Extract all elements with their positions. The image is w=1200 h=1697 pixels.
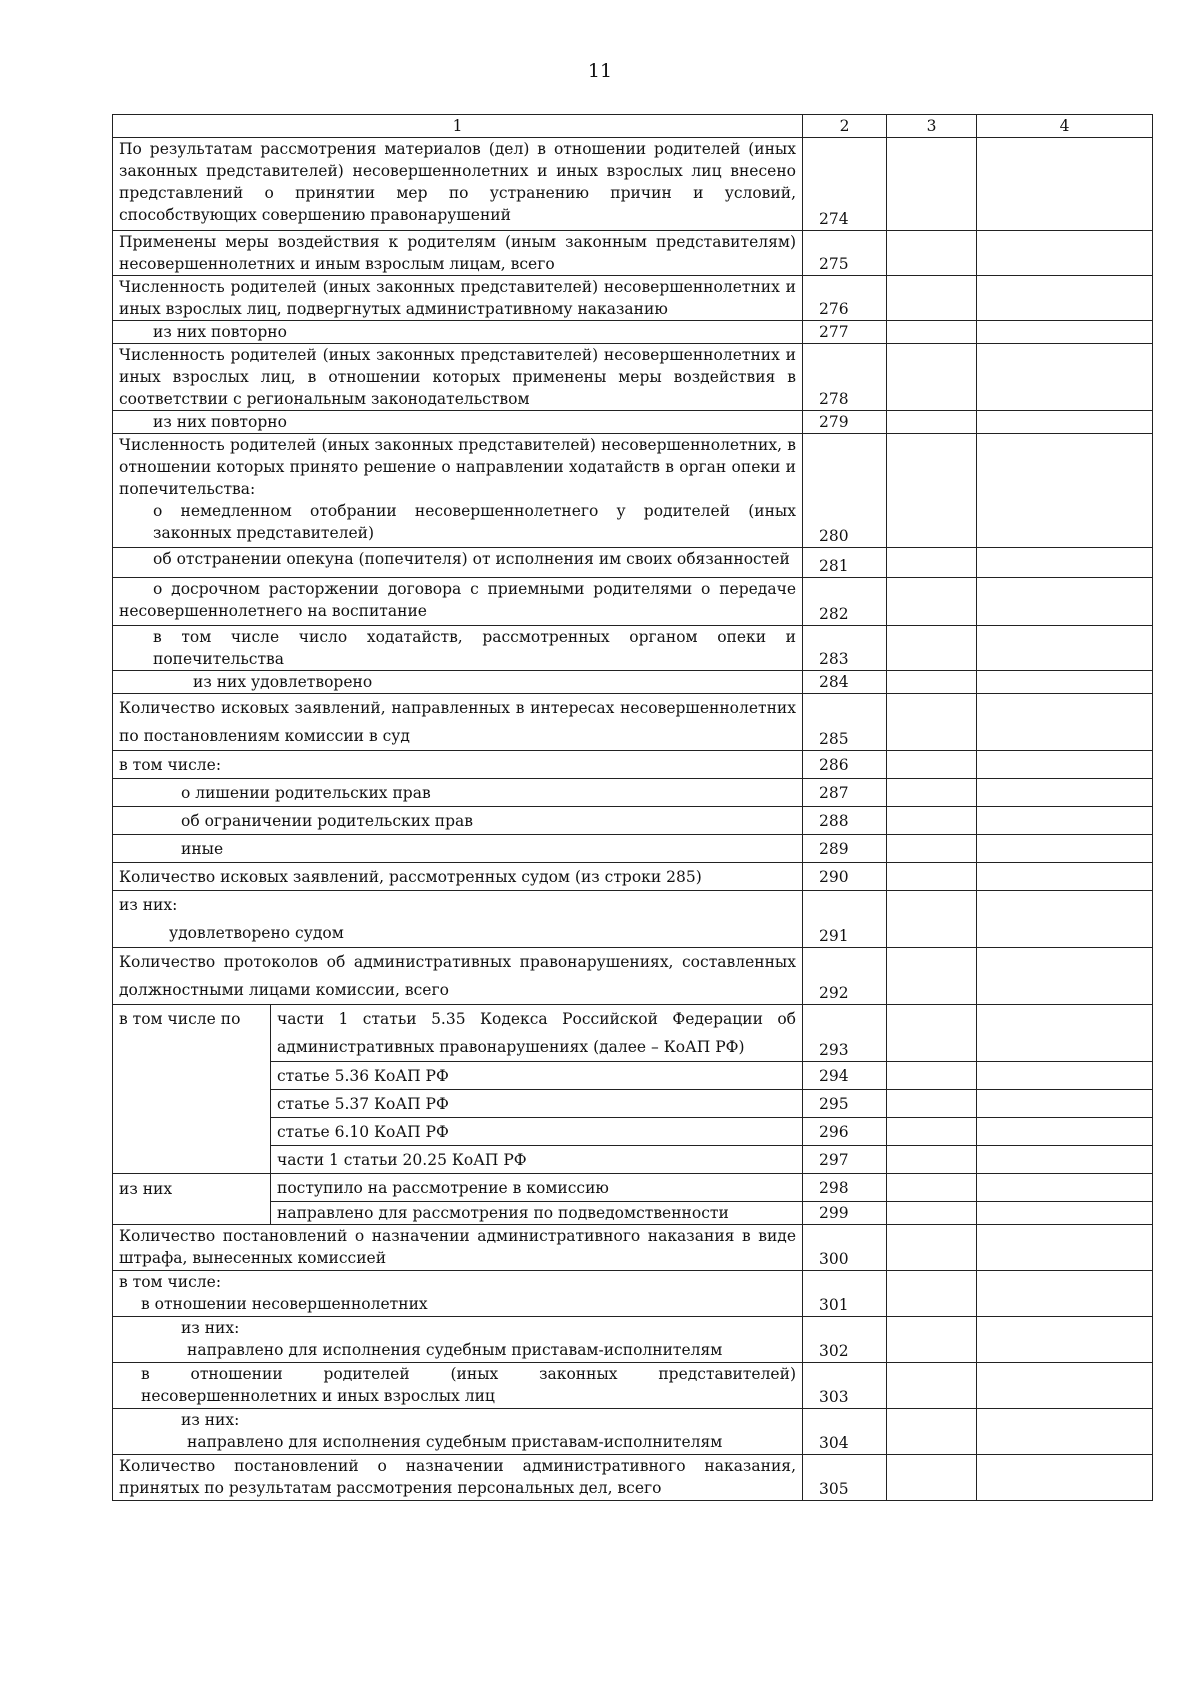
- group-label-including: в том числе по: [113, 1005, 271, 1174]
- row-code: 300: [803, 1225, 887, 1271]
- row-label: [113, 1271, 803, 1317]
- row-code: 275: [803, 231, 887, 276]
- value-cell[interactable]: [977, 548, 1153, 578]
- value-cell[interactable]: [887, 1005, 977, 1062]
- row-code: 293: [803, 1005, 887, 1062]
- table-row: [113, 1455, 1153, 1501]
- value-cell[interactable]: [887, 671, 977, 694]
- row-code: 277: [803, 321, 887, 344]
- value-cell[interactable]: [977, 779, 1153, 807]
- row-label-item: о немедленном отобрании несовершеннолетнего у родителей (иных законных представителей): [153, 502, 796, 542]
- row-code: 281: [803, 548, 887, 578]
- row-label-intro: Численность родителей (иных законных представителей) несовершеннолетних, в отношении которых принято решение о направлении ходатайств в орган опеки и попечительства:: [119, 436, 796, 498]
- row-code: 274: [803, 138, 887, 231]
- value-cell[interactable]: [977, 1225, 1153, 1271]
- value-cell[interactable]: [977, 948, 1153, 1005]
- value-cell[interactable]: [887, 411, 977, 434]
- row-label: части 1 статьи 20.25 КоАП РФ: [271, 1146, 803, 1174]
- value-cell[interactable]: [977, 1146, 1153, 1174]
- value-cell[interactable]: [977, 1090, 1153, 1118]
- row-label: статье 6.10 КоАП РФ: [271, 1118, 803, 1146]
- row-label: о досрочном расторжении договора с приемными родителями о передаче несовершеннолетнего на воспитание: [113, 578, 803, 626]
- row-code: 304: [803, 1409, 887, 1455]
- row-label: направлено для рассмотрения по подведомственности: [271, 1202, 803, 1225]
- row-label: Количество постановлений о назначении административного наказания в виде штрафа, вынесенных комиссией: [113, 1225, 803, 1271]
- row-label: Количество постановлений о назначении административного наказания, принятых по результатам рассмотрения персональных дел, всего: [113, 1455, 803, 1501]
- value-cell[interactable]: [887, 1271, 977, 1317]
- value-cell[interactable]: [887, 548, 977, 578]
- row-label: [113, 1409, 803, 1455]
- value-cell[interactable]: [887, 276, 977, 321]
- value-cell[interactable]: [977, 1118, 1153, 1146]
- value-cell[interactable]: [977, 751, 1153, 779]
- row-code: 290: [803, 863, 887, 891]
- header-col-3: 3: [887, 115, 977, 138]
- row-label: поступило на рассмотрение в комиссию: [271, 1174, 803, 1202]
- row-code: 295: [803, 1090, 887, 1118]
- table-row: [113, 321, 1153, 344]
- row-label: из них удовлетворено: [113, 671, 803, 694]
- table-row: [113, 1363, 1153, 1409]
- value-cell[interactable]: [887, 1363, 977, 1409]
- row-label: иные: [113, 835, 803, 863]
- table-row: [113, 835, 1153, 863]
- value-cell[interactable]: [977, 1271, 1153, 1317]
- value-cell[interactable]: [977, 694, 1153, 751]
- value-cell[interactable]: [977, 1409, 1153, 1455]
- value-cell[interactable]: [887, 1409, 977, 1455]
- value-cell[interactable]: [887, 321, 977, 344]
- value-cell[interactable]: [977, 411, 1153, 434]
- row-code: 297: [803, 1146, 887, 1174]
- row-label: части 1 статьи 5.35 Кодекса Российской Федерации об административных правонарушениях (далее – КоАП РФ): [271, 1005, 803, 1062]
- value-cell[interactable]: [887, 1202, 977, 1225]
- value-cell[interactable]: [887, 1118, 977, 1146]
- value-cell[interactable]: [977, 835, 1153, 863]
- table-row: [113, 1271, 1153, 1317]
- row-code: 280: [803, 434, 887, 548]
- table-row: [113, 1174, 1153, 1202]
- row-label-item: в отношении несовершеннолетних: [141, 1295, 428, 1313]
- value-cell[interactable]: [887, 863, 977, 891]
- row-code: 302: [803, 1317, 887, 1363]
- value-cell[interactable]: [887, 231, 977, 276]
- table-row: [113, 276, 1153, 321]
- value-cell[interactable]: [977, 1202, 1153, 1225]
- row-label: об отстранении опекуна (попечителя) от исполнения им своих обязанностей: [113, 548, 803, 578]
- value-cell[interactable]: [887, 1062, 977, 1090]
- table-row: [113, 578, 1153, 626]
- header-col-1: 1: [113, 115, 803, 138]
- table-row: [113, 751, 1153, 779]
- row-label: Количество протоколов об административных правонарушениях, составленных должностными лицами комиссии, всего: [113, 948, 803, 1005]
- row-label-item: направлено для исполнения судебным приставам-исполнителям: [187, 1433, 723, 1451]
- value-cell[interactable]: [887, 434, 977, 548]
- row-label: Количество исковых заявлений, направленных в интересах несовершеннолетних по постановлениям комиссии в суд: [113, 694, 803, 751]
- row-code: 301: [803, 1271, 887, 1317]
- row-code: 283: [803, 626, 887, 671]
- row-code: 284: [803, 671, 887, 694]
- row-code: 285: [803, 694, 887, 751]
- table-row: [113, 807, 1153, 835]
- row-code: 296: [803, 1118, 887, 1146]
- group-label-of-them: из них: [113, 1174, 271, 1225]
- row-label: По результатам рассмотрения материалов (дел) в отношении родителей (иных законных представителей) несовершеннолетних и иных взрослых лиц внесено представлений о принятии мер по устранению причин и условий, способствующих совершению правонарушений: [113, 138, 803, 231]
- header-col-4: 4: [977, 115, 1153, 138]
- table-row: [113, 1005, 1153, 1062]
- value-cell[interactable]: [887, 948, 977, 1005]
- row-label: Численность родителей (иных законных представителей) несовершеннолетних и иных взрослых лиц, в отношении которых применены меры воздействия в соответствии с региональным законодательством: [113, 344, 803, 411]
- value-cell[interactable]: [977, 276, 1153, 321]
- row-code: 288: [803, 807, 887, 835]
- value-cell[interactable]: [887, 1225, 977, 1271]
- value-cell[interactable]: [977, 578, 1153, 626]
- value-cell[interactable]: [977, 807, 1153, 835]
- table-row: [113, 1409, 1153, 1455]
- value-cell[interactable]: [887, 138, 977, 231]
- row-label: из них повторно: [113, 411, 803, 434]
- row-code: 286: [803, 751, 887, 779]
- value-cell[interactable]: [887, 1455, 977, 1501]
- value-cell[interactable]: [977, 1062, 1153, 1090]
- value-cell[interactable]: [887, 578, 977, 626]
- value-cell[interactable]: [887, 626, 977, 671]
- table-row: [113, 779, 1153, 807]
- table-row: [113, 1225, 1153, 1271]
- value-cell[interactable]: [977, 1455, 1153, 1501]
- row-code: 287: [803, 779, 887, 807]
- row-code: 294: [803, 1062, 887, 1090]
- row-label: статье 5.36 КоАП РФ: [271, 1062, 803, 1090]
- table-row: [113, 231, 1153, 276]
- table-row: [113, 344, 1153, 411]
- value-cell[interactable]: [887, 835, 977, 863]
- row-label: [113, 434, 803, 548]
- row-label: Применены меры воздействия к родителям (иным законным представителям) несовершеннолетних и иным взрослым лицам, всего: [113, 231, 803, 276]
- header-col-2: 2: [803, 115, 887, 138]
- row-label-item: направлено для исполнения судебным приставам-исполнителям: [187, 1341, 723, 1359]
- table-row: [113, 863, 1153, 891]
- page-number: 11: [587, 60, 613, 82]
- row-label-intro: из них:: [181, 1411, 240, 1429]
- row-label-item: удовлетворено судом: [169, 924, 344, 942]
- row-label: в том числе:: [113, 751, 803, 779]
- value-cell[interactable]: [977, 863, 1153, 891]
- row-label: из них повторно: [113, 321, 803, 344]
- row-label: в отношении родителей (иных законных представителей) несовершеннолетних и иных взрослых лиц: [113, 1363, 803, 1409]
- row-label: [113, 1317, 803, 1363]
- row-label-intro: из них:: [119, 896, 178, 914]
- table-row: [113, 626, 1153, 671]
- header-row: [113, 115, 1153, 138]
- row-label-intro: в том числе:: [119, 1273, 222, 1291]
- value-cell[interactable]: [977, 321, 1153, 344]
- value-cell[interactable]: [977, 1317, 1153, 1363]
- row-label: Численность родителей (иных законных представителей) несовершеннолетних и иных взрослых лиц, подвергнутых административному наказанию: [113, 276, 803, 321]
- value-cell[interactable]: [887, 1090, 977, 1118]
- row-code: 289: [803, 835, 887, 863]
- row-label: [113, 891, 803, 948]
- value-cell[interactable]: [977, 1363, 1153, 1409]
- value-cell[interactable]: [977, 1174, 1153, 1202]
- value-cell[interactable]: [977, 231, 1153, 276]
- value-cell[interactable]: [887, 694, 977, 751]
- row-label: в том числе число ходатайств, рассмотренных органом опеки и попечительства: [113, 626, 803, 671]
- value-cell[interactable]: [887, 1146, 977, 1174]
- table-row: [113, 138, 1153, 231]
- table-row: [113, 671, 1153, 694]
- row-label: статье 5.37 КоАП РФ: [271, 1090, 803, 1118]
- value-cell[interactable]: [887, 1317, 977, 1363]
- row-code: 278: [803, 344, 887, 411]
- table-row: [113, 434, 1153, 548]
- row-code: 276: [803, 276, 887, 321]
- row-code: 279: [803, 411, 887, 434]
- table-row: [113, 891, 1153, 948]
- row-code: 282: [803, 578, 887, 626]
- value-cell[interactable]: [977, 434, 1153, 548]
- value-cell[interactable]: [887, 751, 977, 779]
- value-cell[interactable]: [977, 891, 1153, 948]
- table-row: [113, 411, 1153, 434]
- row-code: 292: [803, 948, 887, 1005]
- value-cell[interactable]: [887, 344, 977, 411]
- table-row: [113, 1317, 1153, 1363]
- value-cell[interactable]: [887, 779, 977, 807]
- row-label-intro: из них:: [181, 1319, 240, 1337]
- value-cell[interactable]: [977, 626, 1153, 671]
- row-label: об ограничении родительских прав: [113, 807, 803, 835]
- table-row: [113, 694, 1153, 751]
- row-code: 303: [803, 1363, 887, 1409]
- row-label: о лишении родительских прав: [113, 779, 803, 807]
- row-code: 298: [803, 1174, 887, 1202]
- statistics-table: [112, 114, 1153, 1501]
- value-cell[interactable]: [977, 138, 1153, 231]
- value-cell[interactable]: [977, 1005, 1153, 1062]
- value-cell[interactable]: [977, 344, 1153, 411]
- row-code: 291: [803, 891, 887, 948]
- row-code: 305: [803, 1455, 887, 1501]
- table-row: [113, 548, 1153, 578]
- table-row: [113, 948, 1153, 1005]
- row-code: 299: [803, 1202, 887, 1225]
- value-cell[interactable]: [887, 891, 977, 948]
- row-label: Количество исковых заявлений, рассмотренных судом (из строки 285): [113, 863, 803, 891]
- value-cell[interactable]: [887, 807, 977, 835]
- value-cell[interactable]: [977, 671, 1153, 694]
- value-cell[interactable]: [887, 1174, 977, 1202]
